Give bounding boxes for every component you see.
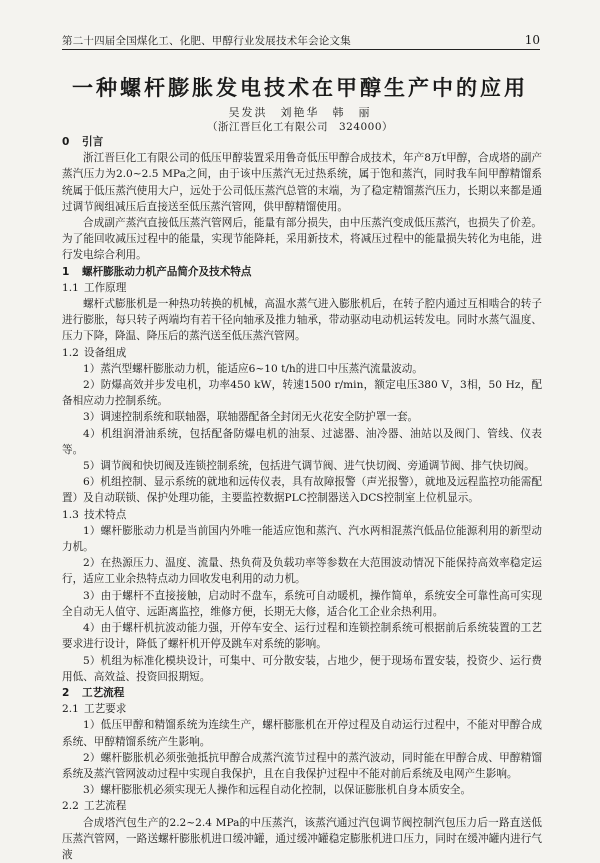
section-title: 螺杆膨胀动力机产品简介及技术特点 [82,265,252,278]
list-item: 3）螺杆膨胀机必须实现无人操作和远程自动化控制，以保证膨胀机自身本质安全。 [83,784,472,797]
section-number: 1 [62,265,70,278]
section-number: 0 [62,136,70,148]
list-item: 6）机组控制、显示系统的就地和远传仪表，具有故障报警（声光报警），就地及远程监控功能需配置）及自动联锁、保护处理功能，主要监控数据PLC控制器送入DCS控制室上位机显示。 [62,476,542,505]
subsection-title: 技术特点 [84,508,127,521]
list-item: 4）机组润滑油系统，包括配备防爆电机的油泵、过滤器、油冷器、油站以及阀门、管线、仪表等。 [62,427,542,456]
section-heading-1 [62,264,542,280]
list-item: 5）机组为标准化模块设计，可集中、可分散安装，占地少，便于现场布置安装，投资少、运行费用低、高效益、投资回报期短。 [62,654,542,683]
paragraph: 浙江晋巨化工有限公司的低压甲醇装置采用鲁奇低压甲醇合成技术，年产8万t甲醇，合成塔的副产蒸汽压力为2.0~2.5 MPa之间，由于该中压蒸汽无过热系统，属于饱和蒸汽，同时我车间甲醇精馏系统属于低压蒸汽使用大户，远处于公司低压蒸汽总管的末端，为了稳定精馏蒸汽压力，长期以来都是通过调节阀组减压后直接送至低压蒸汽管网，供甲醇精馏使用。 [62,152,542,213]
journal-title: 第二十四届全国煤化工、化肥、甲醇行业发展技术年会论文集 [62,35,351,47]
list-item: 4）由于螺杆机抗波动能力强，开停车安全、运行过程和连锁控制系统可根据前后系统装置的工艺要求进行设计，降低了螺杆机开停及跳车对系统的影响。 [62,622,542,651]
subsection-title: 设备组成 [84,346,127,359]
paragraph: 螺杆式膨胀机是一种热功转换的机械，高温水蒸气进入膨胀机后，在转子腔内通过互相啮合的转子进行膨胀，每只转子两端均有若干径向轴承及推力轴承，带动驱动电动机运转发电。同时水蒸气温度、压力下降，降温、降压后的蒸汽送至低压蒸汽管网。 [62,298,542,343]
subsection-number: 1.2 [62,346,79,359]
subsection-heading-1-2 [62,345,542,361]
authors: 吴发洪 刘艳华 韩 丽 [228,106,372,119]
article-body [62,134,542,863]
section-heading-0 [62,134,542,150]
subsection-title: 工艺要求 [84,703,127,716]
paper-title: 一种螺杆膨胀发电技术在甲醇生产中的应用 [72,76,528,100]
list-item: 1）螺杆膨胀动力机是当前国内外唯一能适应饱和蒸汽、汽水两相混蒸汽低品位能源利用的新型动力机。 [62,524,542,554]
list-item: 1）低压甲醇和精馏系统为连续生产，螺杆膨胀机在开停过程及自动运行过程中，不能对甲醇合成系统、甲醇精馏系统产生影响。 [62,719,542,748]
paragraph: 合成副产蒸汽直接低压蒸汽管网后，能量有部分损失，由中压蒸汽变成低压蒸汽，也损失了价差。为了能回收减压过程中的能量，实现节能降耗，采用新技术，将减压过程中的能量损失转化为电能，进行发电综合利用。 [62,217,542,262]
paragraph: 合成塔汽包生产的2.2~2.4 MPa的中压蒸汽，该蒸汽通过汽包调节阀控制汽包压力后一路直送低压蒸汽管网，一路送螺杆膨胀机进口缓冲罐，通过缓冲罐稳定膨胀机进口压力，同时在缓冲罐内进行气液 [62,816,542,861]
subsection-heading-1-3 [62,507,542,523]
list-item: 2）防爆高效并步发电机，功率450 kW，转速1500 r/min，额定电压380 V，3相，50 Hz，配备相应动力控制系统。 [62,379,542,408]
subsection-heading-1-1 [62,280,542,296]
subsection-number: 1.1 [62,281,79,294]
section-number: 2 [62,686,70,699]
subsection-number: 2.2 [62,800,79,813]
list-item: 2）在热源压力、温度、流量、热负荷及负载功率等参数在大范围波动情况下能保持高效率稳定运行，适应工业余热特点动力回收发电利用的动力机。 [62,557,542,586]
subsection-number: 2.1 [62,703,79,716]
section-title: 引言 [82,136,104,148]
subsection-heading-2-2 [62,798,542,814]
section-title: 工艺流程 [82,686,125,699]
list-item: 3）调速控制系统和联轴器，联轴器配备全封闭无火花安全防护罩一套。 [83,411,419,424]
list-item: 5）调节阀和快切阀及连锁控制系统，包括进气调节阀、进气快切阀、旁通调节阀、排气快切阀。 [83,460,535,473]
subsection-heading-2-1 [62,701,542,717]
section-heading-2 [62,685,542,701]
subsection-title: 工艺流程 [84,800,127,813]
list-item: 1）蒸汽型螺杆膨胀动力机，能适应6~10 t/h的进口中压蒸汽流量波动。 [83,362,423,375]
affiliation: （浙江晋巨化工有限公司 324000） [206,121,394,133]
page-number: 10 [524,33,540,47]
list-item: 3）由于螺杆不直接接触，启动时不盘车，系统可自动暖机，操作简单，系统安全可靠性高可实现全自动无人值守、远距离监控，维修方便，长期无大修，适合化工企业余热利用。 [62,589,542,618]
running-header [62,33,540,50]
list-item: 2）螺杆膨胀机必须张弛抵抗甲醇合成蒸汽流节过程中的蒸汽波动，同时能在甲醇合成、甲醇精馏系统及蒸汽管网波动过程中实现自我保护，且在自我保护过程中不能对前后系统及电网产生影响。 [62,751,542,780]
subsection-title: 工作原理 [84,281,127,294]
subsection-number: 1.3 [62,508,79,521]
